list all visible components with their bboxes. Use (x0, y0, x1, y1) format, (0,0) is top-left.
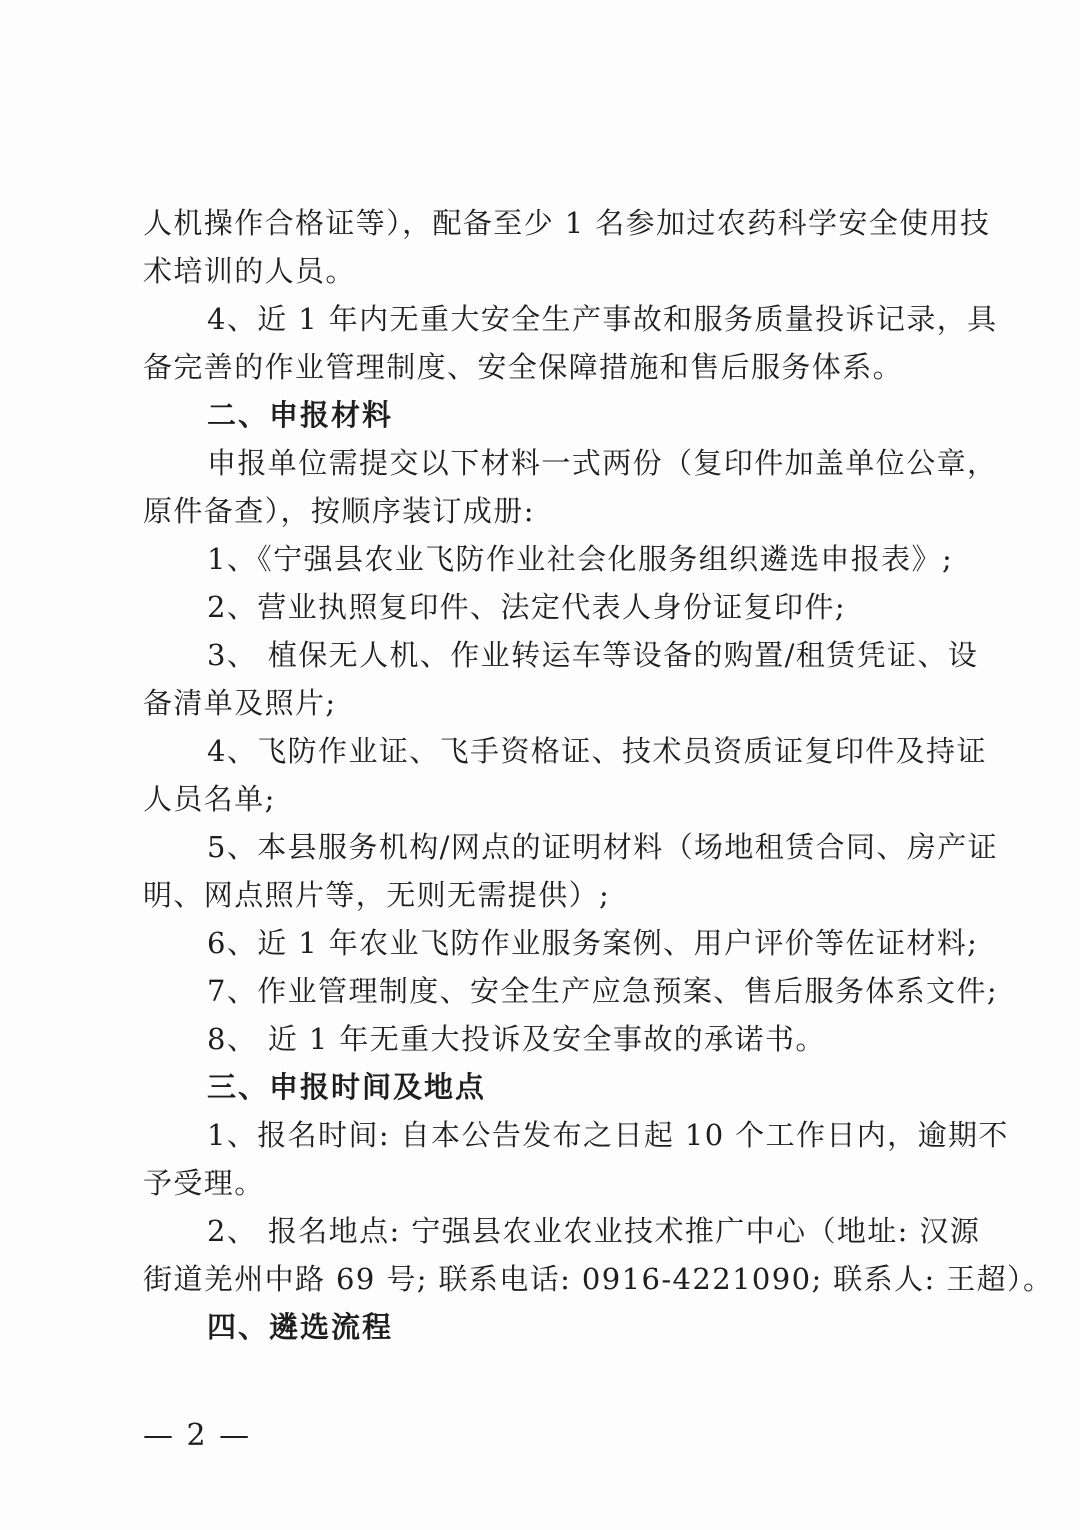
material-item-2: 2、营业执照复印件、法定代表人身份证复印件; (207, 590, 847, 624)
material-item-3: 3、 植保无人机、作业转运车等设备的购置/租赁凭证、设 (207, 638, 979, 672)
registration-place: 2、 报名地点: 宁强县农业农业技术推广中心（地址: 汉源 (207, 1214, 981, 1248)
section-heading-selection-process: 四、遴选流程 (207, 1310, 394, 1344)
paragraph-line: 明、网点照片等，无则无需提供）; (143, 878, 611, 912)
section-heading-time-place: 三、申报时间及地点 (207, 1070, 487, 1104)
material-item-1: 1、《宁强县农业飞防作业社会化服务组织遴选申报表》; (207, 542, 954, 576)
section-heading-materials: 二、申报材料 (207, 398, 394, 432)
paragraph-line: 人机操作合格证等），配备至少 1 名参加过农药科学安全使用技 (143, 206, 991, 240)
requirement-item-4: 4、近 1 年内无重大安全生产事故和服务质量投诉记录，具 (207, 302, 998, 336)
paragraph-line: 术培训的人员。 (143, 254, 356, 288)
paragraph-line: 人员名单; (143, 782, 276, 816)
paragraph-line: 原件备查），按顺序装订成册: (143, 494, 535, 528)
paragraph-line: 街道羌州中路 69 号; 联系电话: 0916-4221090; 联系人: 王超）。 (143, 1262, 1054, 1296)
material-item-8: 8、 近 1 年无重大投诉及安全事故的承诺书。 (207, 1022, 826, 1056)
registration-time: 1、报名时间: 自本公告发布之日起 10 个工作日内，逾期不 (207, 1118, 1009, 1152)
paragraph-line: 备清单及照片; (143, 686, 337, 720)
material-item-5: 5、本县服务机构/网点的证明材料（场地租赁合同、房产证 (207, 830, 999, 864)
material-item-4: 4、飞防作业证、飞手资格证、技术员资质证复印件及持证 (207, 734, 987, 768)
paragraph-line: 备完善的作业管理制度、安全保障措施和售后服务体系。 (143, 350, 904, 384)
paragraph-line: 申报单位需提交以下材料一式两份（复印件加盖单位公章， (207, 446, 998, 480)
material-item-6: 6、近 1 年农业飞防作业服务案例、用户评价等佐证材料; (207, 926, 979, 960)
page-number: — 2 — (143, 1418, 252, 1453)
paragraph-line: 予受理。 (143, 1166, 265, 1200)
material-item-7: 7、作业管理制度、安全生产应急预案、售后服务体系文件; (207, 974, 999, 1008)
